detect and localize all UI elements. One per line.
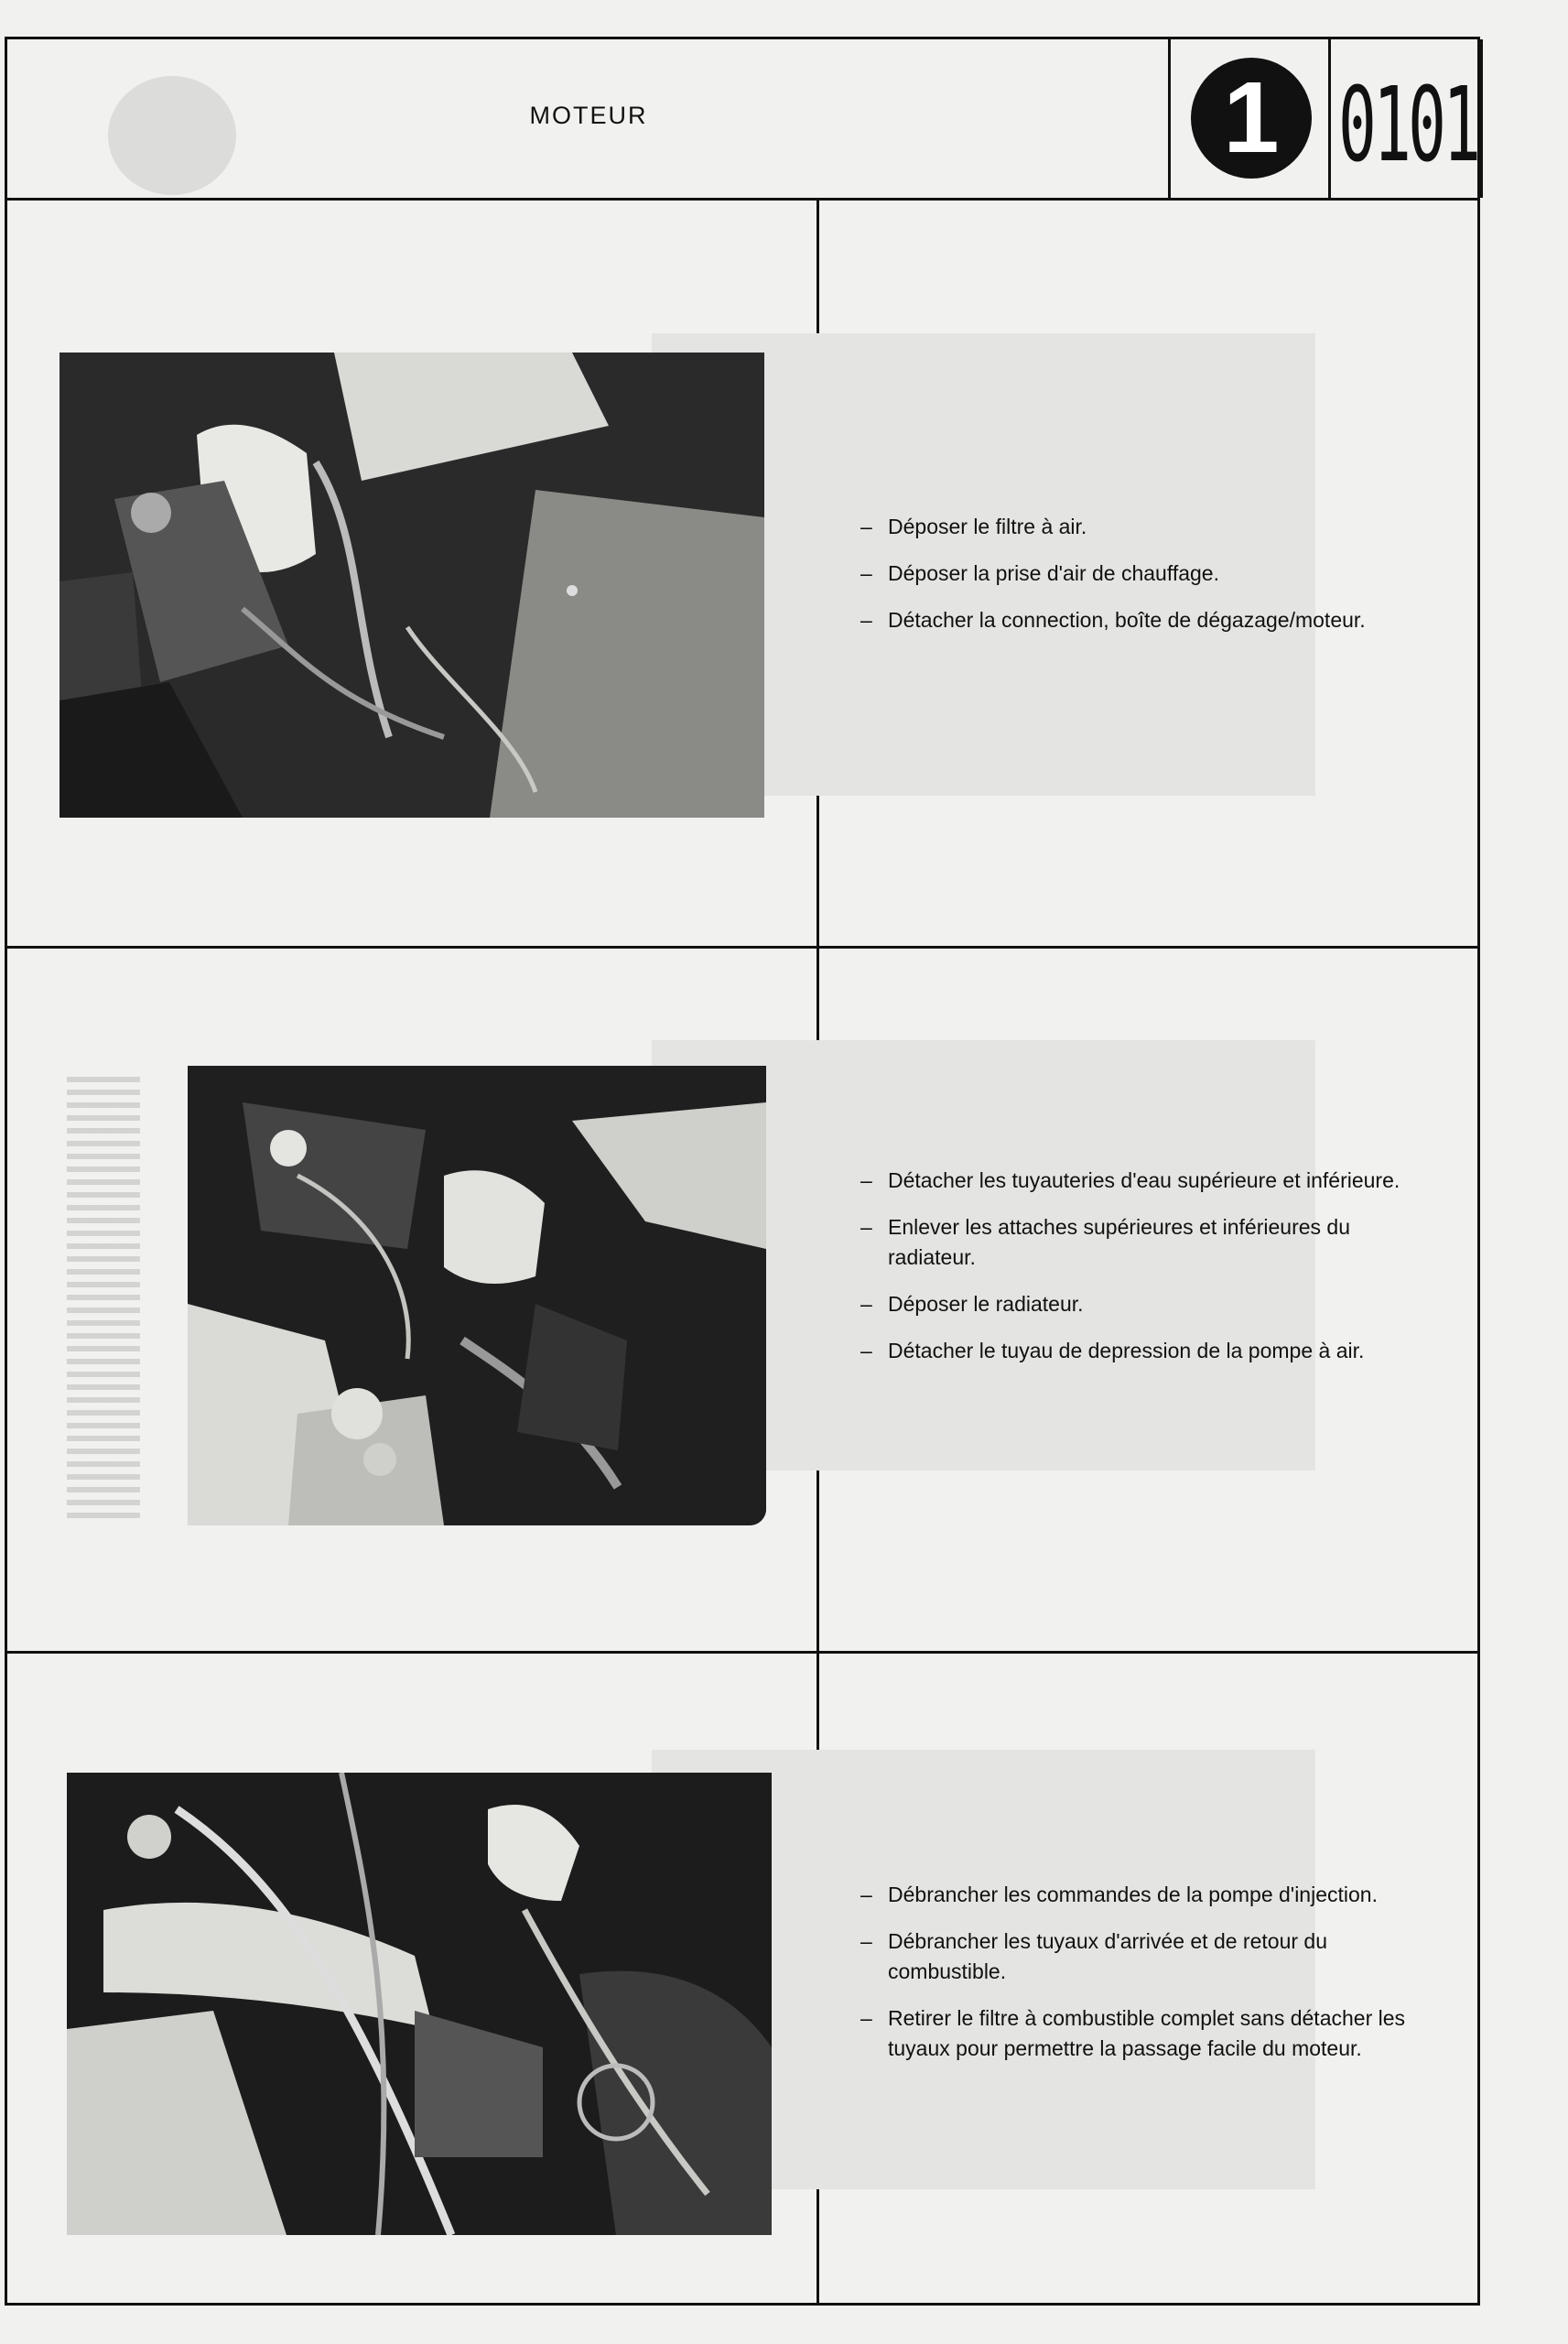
step-item: – Enlever les attaches supérieures et inférieures du radiateur. (860, 1212, 1428, 1273)
page-code: 0101 (1338, 66, 1478, 185)
photo-edge-noise (67, 1077, 140, 1525)
chapter-badge-cell (1168, 39, 1331, 198)
page-frame (5, 37, 1480, 2306)
procedure-section-1 (7, 201, 1477, 949)
step-item: – Retirer le filtre à combustible complet sans détacher les tuyaux pour permettre la passage facile du moteur. (860, 2003, 1428, 2064)
engine-photo-1 (59, 353, 764, 818)
step-item: – Détacher la connection, boîte de dégazage/moteur. (860, 605, 1428, 635)
step-item: – Débrancher les commandes de la pompe d'injection. (860, 1880, 1428, 1910)
step-list-2 (860, 1166, 1428, 1383)
step-item: – Détacher les tuyauteries d'eau supérieure et inférieure. (860, 1166, 1428, 1196)
page-title: MOTEUR (529, 102, 648, 129)
engine-photo-3 (67, 1773, 772, 2235)
procedure-section-2 (7, 949, 1477, 1654)
engine-photo-2 (188, 1066, 766, 1525)
step-list-3 (860, 1880, 1428, 2080)
step-item: – Déposer le radiateur. (860, 1289, 1428, 1319)
chapter-badge: 1 (1191, 58, 1312, 179)
step-item: – Détacher le tuyau de depression de la pompe à air. (860, 1336, 1428, 1366)
step-item: – Débrancher les tuyaux d'arrivée et de retour du combustible. (860, 1926, 1428, 1987)
step-item: – Déposer le filtre à air. (860, 512, 1428, 542)
bleed-through-mark (108, 76, 236, 195)
step-item: – Déposer la prise d'air de chauffage. (860, 559, 1428, 589)
page-code-cell (1331, 39, 1483, 198)
step-list-1 (860, 512, 1428, 652)
procedure-section-3 (7, 1654, 1477, 2308)
page-header (7, 39, 1477, 201)
